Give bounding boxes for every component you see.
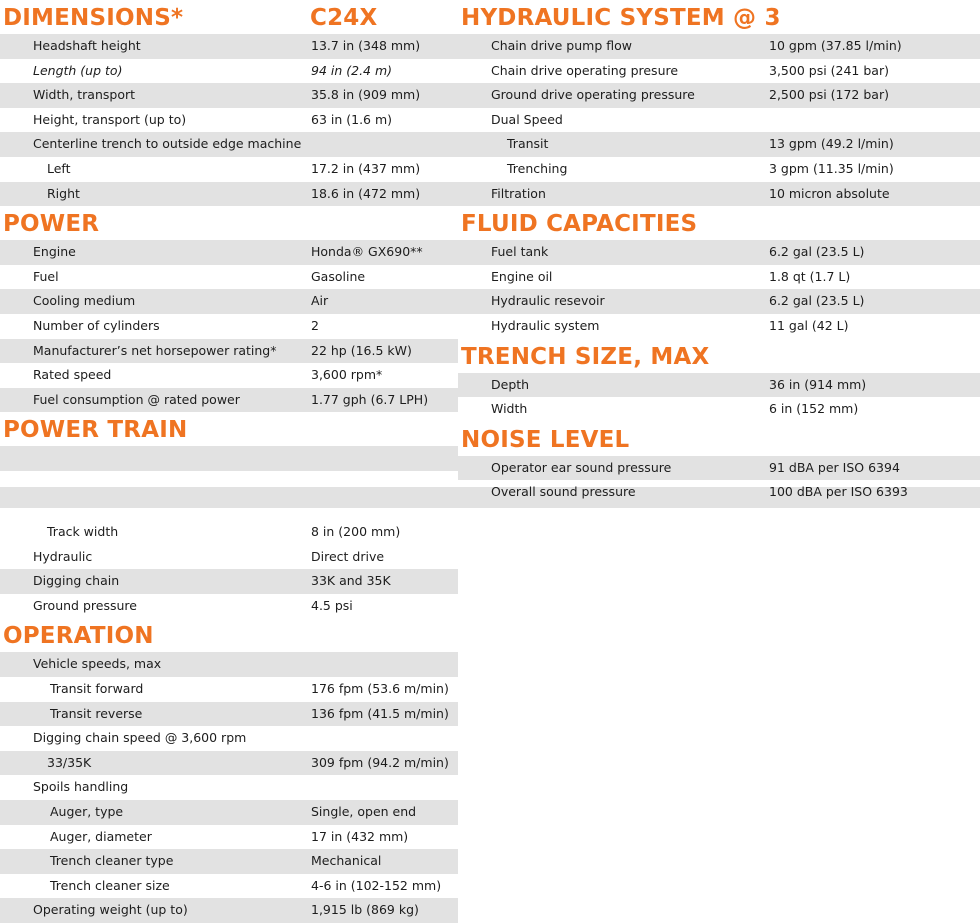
spec-row: Depth 36 in (914 mm) <box>458 373 980 398</box>
spec-row: Fuel tank 6.2 gal (23.5 L) <box>458 240 980 265</box>
spec-row: Spoils handling <box>33 779 129 795</box>
spec-row: Engine oil 1.8 qt (1.7 L) <box>491 268 851 284</box>
blank-row <box>0 471 458 496</box>
spec-row: Number of cylinders 2 <box>33 317 319 333</box>
spec-row: Headshaft height 13.7 in (348 mm) <box>0 34 458 59</box>
spec-row: Right 18.6 in (472 mm) <box>0 182 458 207</box>
spec-row: Trench cleaner size 4-6 in (102-152 mm) <box>50 877 442 893</box>
spec-row: Engine Honda® GX690** <box>0 240 458 265</box>
right-spec-column <box>458 0 980 505</box>
spec-row: Trenching 3 gpm (11.35 l/min) <box>507 160 894 176</box>
spec-row: Chain drive pump flow 10 gpm (37.85 l/min) <box>458 34 980 59</box>
spec-row: Operator ear sound pressure 91 dBA per ISO 6394 <box>458 456 980 481</box>
section-heading-noise-level: NOISE LEVEL <box>461 426 630 453</box>
spec-row: Width 6 in (152 mm) <box>491 401 859 417</box>
spec-row: Overall sound pressure 100 dBA per ISO 6393 <box>491 484 908 500</box>
spec-row: Chain drive operating presure 3,500 psi (241 bar) <box>491 62 889 78</box>
spec-row: Digging chain 33K and 35K <box>0 569 458 594</box>
spec-row: Fuel consumption @ rated power 1.77 gph (6.7 LPH) <box>0 388 458 413</box>
spec-row: Hydraulic Direct drive <box>33 548 385 564</box>
spec-row: Width, transport 35.8 in (909 mm) <box>0 83 458 108</box>
section-heading-trench-size: TRENCH SIZE, MAX <box>461 343 710 370</box>
spec-row: Operating weight (up to) 1,915 lb (869 kg) <box>0 898 458 923</box>
spec-row: Transit reverse 136 fpm (41.5 m/min) <box>0 702 458 727</box>
spec-row: Centerline trench to outside edge machine <box>0 132 458 157</box>
section-heading-fluid-capacities: FLUID CAPACITIES <box>461 211 698 238</box>
spec-row: Fuel Gasoline <box>33 268 366 284</box>
blank-row <box>0 496 458 521</box>
spec-row: Transit 13 gpm (49.2 l/min) <box>458 132 980 157</box>
spec-row: Hydraulic resevoir 6.2 gal (23.5 L) <box>458 289 980 314</box>
section-heading-hydraulic: HYDRAULIC SYSTEM @ 3 <box>461 5 781 31</box>
spec-row: Trench cleaner type Mechanical <box>0 849 458 874</box>
spec-row: Ground pressure 4.5 psi <box>33 597 353 613</box>
spec-row: Transit forward 176 fpm (53.6 m/min) <box>50 681 449 697</box>
left-spec-column <box>0 0 458 923</box>
model-name: C24X <box>310 5 378 31</box>
spec-row: Manufacturer’s net horsepower rating* 22 hp (16.5 kW) <box>0 339 458 364</box>
section-heading-dimensions: DIMENSIONS* C24X <box>0 0 458 34</box>
spec-row: Dual Speed <box>491 111 563 127</box>
spec-row: Cooling medium Air <box>0 289 458 314</box>
spec-row: Length (up to) 94 in (2.4 m) <box>33 62 393 78</box>
spec-row: Left 17.2 in (437 mm) <box>47 160 421 176</box>
spec-row: Height, transport (up to) 63 in (1.6 m) <box>33 111 393 127</box>
spec-row: Auger, diameter 17 in (432 mm) <box>50 828 409 844</box>
spec-row: Rated speed 3,600 rpm* <box>33 367 383 383</box>
spec-row: Ground drive operating pressure 2,500 psi (172 bar) <box>458 83 980 108</box>
section-heading-power-train: POWER TRAIN <box>3 417 188 444</box>
spec-row: Filtration 10 micron absolute <box>458 182 980 207</box>
section-heading-operation: OPERATION <box>3 623 154 650</box>
spec-row: 33/35K 309 fpm (94.2 m/min) <box>0 751 458 776</box>
spec-row: Hydraulic system 11 gal (42 L) <box>491 317 849 333</box>
spec-row: Vehicle speeds, max <box>0 652 458 677</box>
spec-row: Track width 8 in (200 mm) <box>47 524 401 540</box>
section-heading-power: POWER <box>3 211 100 238</box>
spec-row: Auger, type Single, open end <box>0 800 458 825</box>
blank-row <box>0 446 458 471</box>
spec-row: Digging chain speed @ 3,600 rpm <box>33 730 247 746</box>
